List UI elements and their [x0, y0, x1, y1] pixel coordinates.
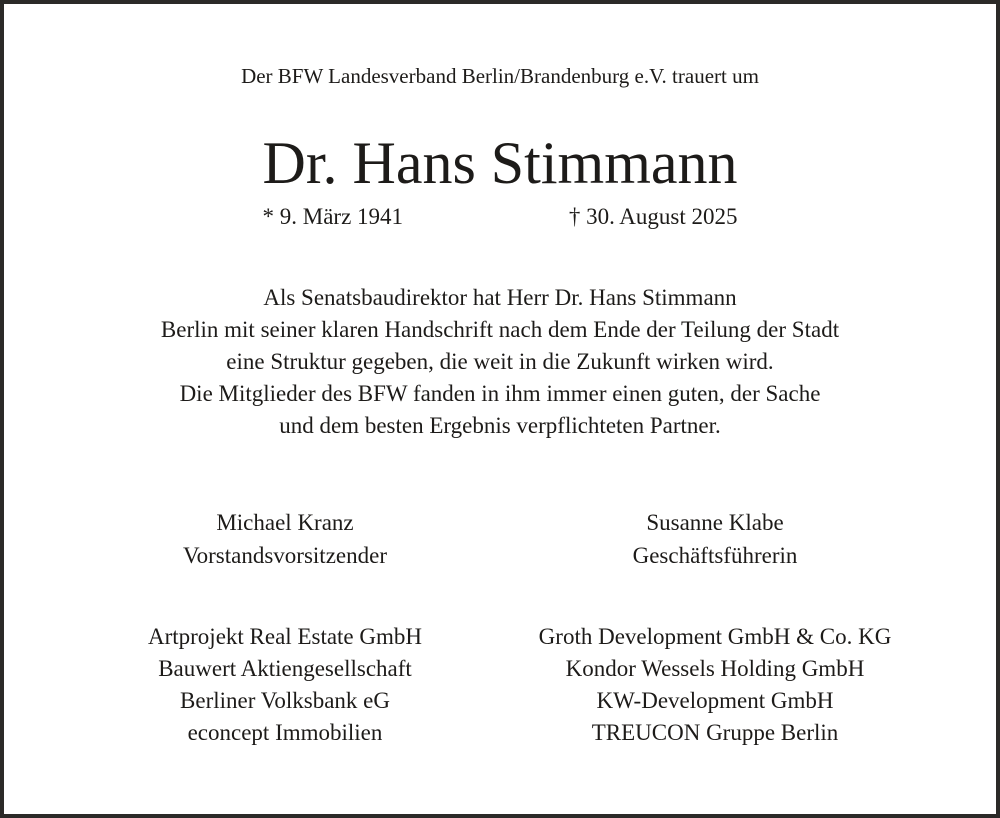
- company-name: KW-Development GmbH: [596, 688, 834, 714]
- company-name: Groth Development GmbH & Co. KG: [538, 624, 892, 650]
- tribute-line: und dem besten Ergebnis verpflichteten Partner.: [279, 413, 721, 439]
- company-name: Berliner Volksbank eG: [180, 688, 390, 714]
- signatories: [4, 506, 996, 572]
- tribute-line: eine Struktur gegeben, die weit in die Zukunft wirken wird.: [226, 349, 774, 375]
- company-name: Bauwert Aktiengesellschaft: [158, 656, 412, 682]
- company-column-left: [70, 621, 500, 749]
- tribute-line: Berlin mit seiner klaren Handschrift nach dem Ende der Teilung der Stadt: [160, 317, 840, 343]
- birth-date: * 9. März 1941: [262, 204, 404, 230]
- company-name: Kondor Wessels Holding GmbH: [565, 656, 865, 682]
- signatory-role: Vorstandsvorsitzender: [183, 543, 387, 569]
- tribute-text: [4, 282, 996, 442]
- signatory-role: Geschäftsführerin: [632, 543, 798, 569]
- title-block: [262, 130, 738, 230]
- company-column-right: [500, 621, 930, 749]
- signatory-name: Michael Kranz: [216, 510, 354, 536]
- company-columns: [4, 621, 996, 749]
- intro-line: Der BFW Landesverband Berlin/Brandenburg e.V. trauert um: [241, 64, 759, 88]
- signatory-right: [500, 506, 930, 572]
- death-date: † 30. August 2025: [568, 204, 738, 230]
- tribute-line: Die Mitglieder des BFW fanden in ihm immer einen guten, der Sache: [179, 381, 821, 407]
- company-name: TREUCON Gruppe Berlin: [591, 720, 839, 746]
- life-dates: [263, 203, 738, 230]
- signatory-left: [70, 506, 500, 572]
- company-name: Artprojekt Real Estate GmbH: [147, 624, 422, 650]
- signatory-name: Susanne Klabe: [646, 510, 784, 536]
- tribute-line: Als Senatsbaudirektor hat Herr Dr. Hans Stimmann: [263, 285, 737, 311]
- company-name: econcept Immobilien: [187, 720, 383, 746]
- page-title: Dr. Hans Stimmann: [262, 130, 738, 197]
